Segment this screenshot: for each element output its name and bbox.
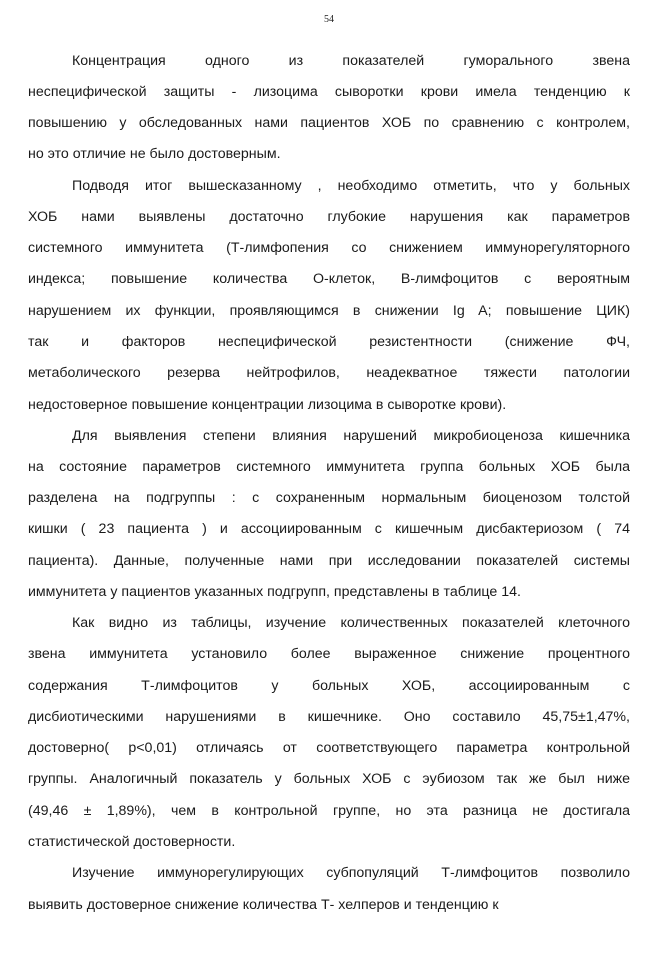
text-line: так и факторов неспецифической резистентности (снижение ФЧ, bbox=[28, 334, 630, 350]
text-line: ХОБ нами выявлены достаточно глубокие нарушения как параметров bbox=[28, 209, 630, 225]
text-line: пациента). Данные, полученные нами при исследовании показателей системы bbox=[28, 553, 630, 569]
text-line: но это отличие не было достоверным. bbox=[28, 146, 281, 162]
text-line: Изучение иммунорегулирующих субпопуляций Т-лимфоцитов позволило bbox=[72, 865, 630, 881]
text-line: нарушением их функции, проявляющимся в снижении Ig A; повышение ЦИК) bbox=[28, 303, 630, 319]
text-line: системного иммунитета (Т-лимфопения со снижением иммунорегуляторного bbox=[28, 240, 630, 256]
text-line: Как видно из таблицы, изучение количественных показателей клеточного bbox=[72, 615, 630, 631]
text-line: Для выявления степени влияния нарушений микробиоценоза кишечника bbox=[72, 428, 630, 444]
text-line: недостоверное повышение концентрации лизоцима в сыворотке крови). bbox=[28, 397, 507, 413]
text-line: кишки ( 23 пациента ) и ассоциированным с кишечным дисбактериозом ( 74 bbox=[28, 521, 630, 537]
text-line: достоверно( p<0,01) отличаясь от соответствующего параметра контрольной bbox=[28, 740, 630, 756]
text-line: группы. Аналогичный показатель у больных ХОБ с эубиозом так же был ниже bbox=[28, 771, 630, 787]
text-line: неспецифической защиты - лизоцима сыворотки крови имела тенденцию к bbox=[28, 84, 630, 100]
text-line: (49,46 ± 1,89%), чем в контрольной группе, но эта разница не достигала bbox=[28, 803, 630, 819]
text-line: выявить достоверное снижение количества Т- хелперов и тенденцию к bbox=[28, 897, 499, 913]
text-line: иммунитета у пациентов указанных подгрупп, представлены в таблице 14. bbox=[28, 584, 521, 600]
text-line: на состояние параметров системного иммунитета группа больных ХОБ была bbox=[28, 459, 630, 475]
text-line: Подводя итог вышесказанному , необходимо отметить, что у больных bbox=[72, 178, 630, 194]
text-line: метаболического резерва нейтрофилов, неадекватное тяжести патологии bbox=[28, 365, 630, 381]
text-line: статистической достоверности. bbox=[28, 834, 236, 850]
text-line: содержания Т-лимфоцитов у больных ХОБ, ассоциированным с bbox=[28, 678, 630, 694]
text-line: звена иммунитета установило более выраженное снижение процентного bbox=[28, 646, 630, 662]
text-line: Концентрация одного из показателей гуморального звена bbox=[72, 53, 630, 69]
text-line: повышению у обследованных нами пациентов ХОБ по сравнению с контролем, bbox=[28, 115, 630, 131]
text-line: дисбиотическими нарушениями в кишечнике. Оно составило 45,75±1,47%, bbox=[28, 709, 630, 725]
page-number: 54 bbox=[324, 14, 334, 25]
text-line: разделена на подгруппы : с сохраненным нормальным биоценозом толстой bbox=[28, 490, 630, 506]
text-line: индекса; повышение количества О-клеток, В-лимфоцитов с вероятным bbox=[28, 271, 630, 287]
